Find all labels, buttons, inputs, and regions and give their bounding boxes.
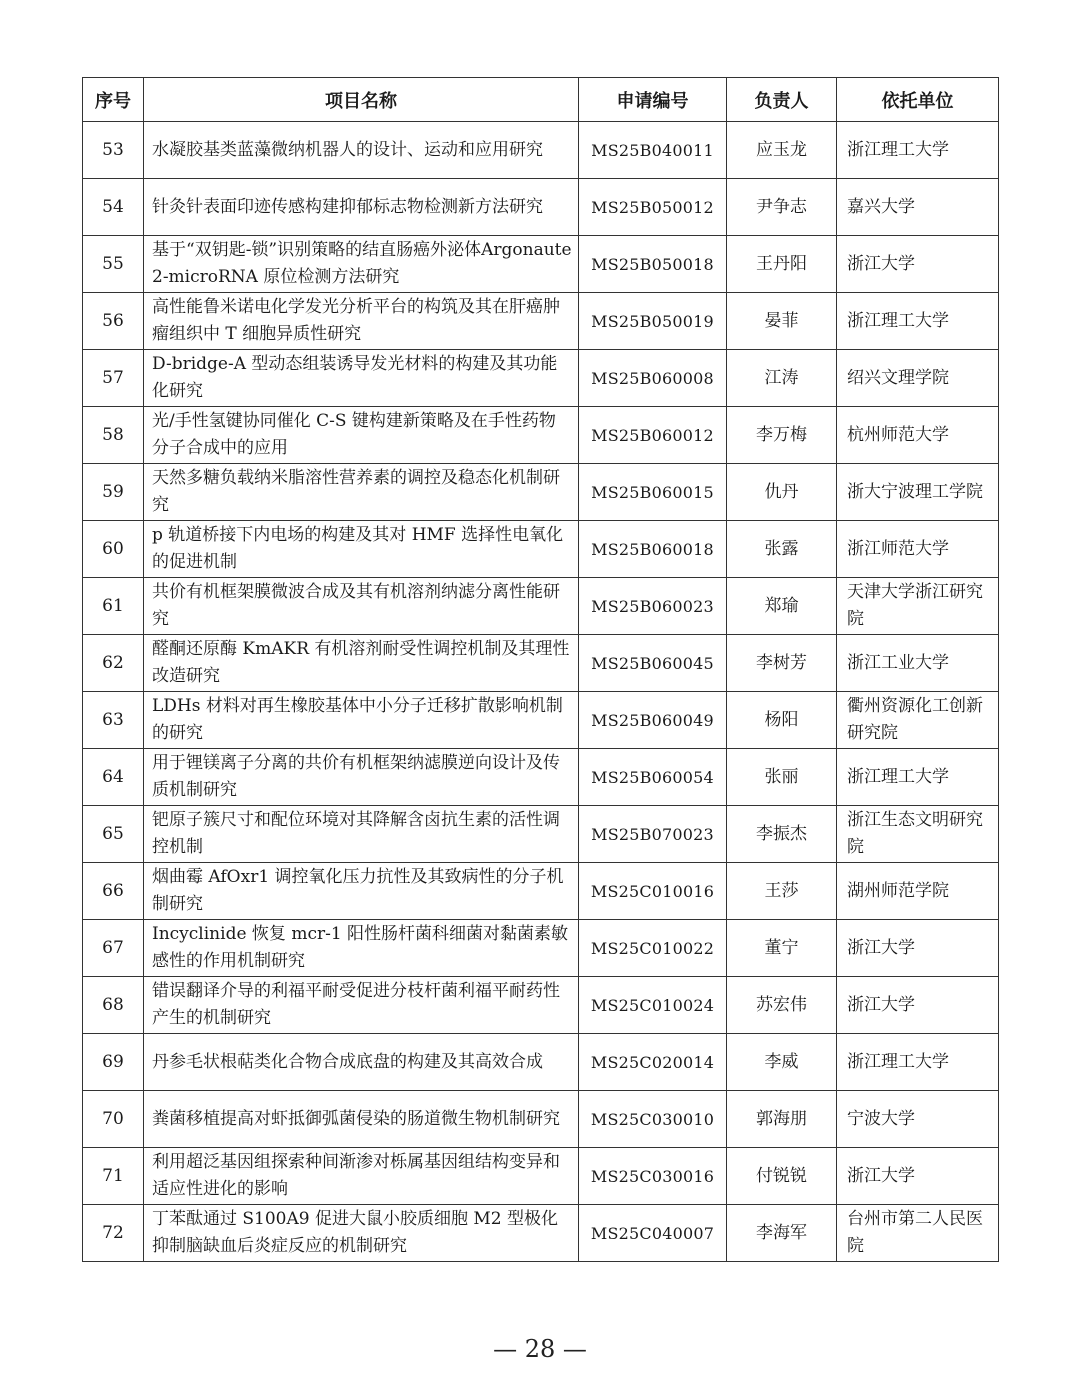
table-row — [83, 749, 999, 806]
cell-application-code: MS25B050019 — [579, 293, 727, 350]
cell-principal: 郑瑜 — [727, 578, 837, 635]
cell-host-unit: 浙大宁波理工学院 — [837, 464, 999, 521]
table-row — [83, 578, 999, 635]
cell-project-name: 错误翻译介导的利福平耐受促进分枝杆菌利福平耐药性产生的机制研究 — [144, 977, 579, 1034]
cell-host-unit: 浙江大学 — [837, 920, 999, 977]
cell-application-code: MS25C030016 — [579, 1148, 727, 1205]
header-application-code: 申请编号 — [579, 78, 727, 122]
table-row — [83, 407, 999, 464]
cell-host-unit: 浙江理工大学 — [837, 1034, 999, 1091]
cell-serial-number: 55 — [83, 236, 144, 293]
table-row — [83, 1034, 999, 1091]
cell-principal: 李威 — [727, 1034, 837, 1091]
cell-serial-number: 63 — [83, 692, 144, 749]
table-row — [83, 1091, 999, 1148]
cell-host-unit: 湖州师范学院 — [837, 863, 999, 920]
table-row — [83, 293, 999, 350]
cell-serial-number: 69 — [83, 1034, 144, 1091]
cell-principal: 郭海朋 — [727, 1091, 837, 1148]
cell-serial-number: 60 — [83, 521, 144, 578]
table-row — [83, 635, 999, 692]
cell-project-name: p 轨道桥接下内电场的构建及其对 HMF 选择性电氧化的促进机制 — [144, 521, 579, 578]
cell-serial-number: 65 — [83, 806, 144, 863]
cell-principal: 张丽 — [727, 749, 837, 806]
cell-host-unit: 浙江师范大学 — [837, 521, 999, 578]
cell-serial-number: 54 — [83, 179, 144, 236]
table-row — [83, 464, 999, 521]
cell-project-name: 用于锂镁离子分离的共价有机框架纳滤膜逆向设计及传质机制研究 — [144, 749, 579, 806]
cell-principal: 应玉龙 — [727, 122, 837, 179]
page-number: — 28 — — [493, 1335, 587, 1363]
cell-application-code: MS25B060018 — [579, 521, 727, 578]
table-row — [83, 977, 999, 1034]
cell-application-code: MS25B060012 — [579, 407, 727, 464]
cell-application-code: MS25B060008 — [579, 350, 727, 407]
cell-principal: 王莎 — [727, 863, 837, 920]
cell-principal: 李万梅 — [727, 407, 837, 464]
cell-host-unit: 浙江理工大学 — [837, 122, 999, 179]
cell-serial-number: 62 — [83, 635, 144, 692]
cell-host-unit: 浙江理工大学 — [837, 749, 999, 806]
cell-host-unit: 浙江大学 — [837, 977, 999, 1034]
cell-serial-number: 58 — [83, 407, 144, 464]
table-header-row — [83, 78, 999, 122]
cell-project-name: D-bridge-A 型动态组装诱导发光材料的构建及其功能化研究 — [144, 350, 579, 407]
table-row — [83, 350, 999, 407]
cell-project-name: Incyclinide 恢复 mcr-1 阳性肠杆菌科细菌对黏菌素敏感性的作用机制研究 — [144, 920, 579, 977]
cell-application-code: MS25B060049 — [579, 692, 727, 749]
cell-principal: 尹争志 — [727, 179, 837, 236]
cell-principal: 张露 — [727, 521, 837, 578]
cell-host-unit: 浙江工业大学 — [837, 635, 999, 692]
cell-host-unit: 衢州资源化工创新研究院 — [837, 692, 999, 749]
cell-principal: 杨阳 — [727, 692, 837, 749]
cell-host-unit: 宁波大学 — [837, 1091, 999, 1148]
cell-principal: 晏菲 — [727, 293, 837, 350]
table-row — [83, 863, 999, 920]
cell-application-code: MS25C020014 — [579, 1034, 727, 1091]
cell-serial-number: 61 — [83, 578, 144, 635]
table-row — [83, 122, 999, 179]
cell-host-unit: 浙江大学 — [837, 1148, 999, 1205]
cell-host-unit: 天津大学浙江研究院 — [837, 578, 999, 635]
table-row — [83, 521, 999, 578]
cell-project-name: 天然多糖负载纳米脂溶性营养素的调控及稳态化机制研究 — [144, 464, 579, 521]
cell-application-code: MS25B050012 — [579, 179, 727, 236]
cell-serial-number: 68 — [83, 977, 144, 1034]
cell-principal: 江涛 — [727, 350, 837, 407]
cell-application-code: MS25B050018 — [579, 236, 727, 293]
cell-application-code: MS25B040011 — [579, 122, 727, 179]
cell-project-name: 高性能鲁米诺电化学发光分析平台的构筑及其在肝癌肿瘤组织中 T 细胞异质性研究 — [144, 293, 579, 350]
cell-host-unit: 浙江大学 — [837, 236, 999, 293]
cell-application-code: MS25C010024 — [579, 977, 727, 1034]
cell-project-name: 醛酮还原酶 KmAKR 有机溶剂耐受性调控机制及其理性改造研究 — [144, 635, 579, 692]
cell-project-name: 丁苯酞通过 S100A9 促进大鼠小胶质细胞 M2 型极化抑制脑缺血后炎症反应的机制研究 — [144, 1205, 579, 1262]
cell-host-unit: 浙江生态文明研究院 — [837, 806, 999, 863]
cell-serial-number: 72 — [83, 1205, 144, 1262]
cell-application-code: MS25C040007 — [579, 1205, 727, 1262]
cell-serial-number: 59 — [83, 464, 144, 521]
cell-principal: 李振杰 — [727, 806, 837, 863]
cell-principal: 董宁 — [727, 920, 837, 977]
table-body — [83, 122, 999, 1262]
table-row — [83, 1148, 999, 1205]
project-list-table — [82, 77, 999, 1262]
cell-project-name: 烟曲霉 AfOxr1 调控氧化压力抗性及其致病性的分子机制研究 — [144, 863, 579, 920]
table-row — [83, 806, 999, 863]
cell-principal: 李树芳 — [727, 635, 837, 692]
header-serial-number: 序号 — [83, 78, 144, 122]
cell-host-unit: 嘉兴大学 — [837, 179, 999, 236]
header-project-name: 项目名称 — [144, 78, 579, 122]
cell-project-name: 共价有机框架膜微波合成及其有机溶剂纳滤分离性能研究 — [144, 578, 579, 635]
cell-project-name: 针灸针表面印迹传感构建抑郁标志物检测新方法研究 — [144, 179, 579, 236]
cell-serial-number: 56 — [83, 293, 144, 350]
cell-application-code: MS25C010016 — [579, 863, 727, 920]
cell-application-code: MS25B060023 — [579, 578, 727, 635]
cell-project-name: 基于“双钥匙-锁”识别策略的结直肠癌外泌体Argonaute 2-microRNA 原位检测方法研究 — [144, 236, 579, 293]
cell-serial-number: 64 — [83, 749, 144, 806]
cell-project-name: 粪菌移植提高对虾抵御弧菌侵染的肠道微生物机制研究 — [144, 1091, 579, 1148]
cell-principal: 付锐锐 — [727, 1148, 837, 1205]
cell-application-code: MS25C010022 — [579, 920, 727, 977]
cell-application-code: MS25B070023 — [579, 806, 727, 863]
cell-application-code: MS25C030010 — [579, 1091, 727, 1148]
table-row — [83, 692, 999, 749]
cell-host-unit: 浙江理工大学 — [837, 293, 999, 350]
cell-principal: 李海军 — [727, 1205, 837, 1262]
cell-serial-number: 70 — [83, 1091, 144, 1148]
cell-application-code: MS25B060054 — [579, 749, 727, 806]
cell-application-code: MS25B060015 — [579, 464, 727, 521]
table-row — [83, 920, 999, 977]
cell-host-unit: 绍兴文理学院 — [837, 350, 999, 407]
header-host-unit: 依托单位 — [837, 78, 999, 122]
cell-serial-number: 66 — [83, 863, 144, 920]
table-row — [83, 1205, 999, 1262]
cell-serial-number: 53 — [83, 122, 144, 179]
cell-project-name: 光/手性氢键协同催化 C-S 键构建新策略及在手性药物分子合成中的应用 — [144, 407, 579, 464]
header-principal: 负责人 — [727, 78, 837, 122]
cell-host-unit: 台州市第二人民医院 — [837, 1205, 999, 1262]
cell-principal: 仇丹 — [727, 464, 837, 521]
cell-project-name: LDHs 材料对再生橡胶基体中小分子迁移扩散影响机制的研究 — [144, 692, 579, 749]
cell-principal: 苏宏伟 — [727, 977, 837, 1034]
cell-project-name: 丹参毛状根萜类化合物合成底盘的构建及其高效合成 — [144, 1034, 579, 1091]
cell-project-name: 利用超泛基因组探索种间渐渗对栎属基因组结构变异和适应性进化的影响 — [144, 1148, 579, 1205]
table-row — [83, 236, 999, 293]
cell-serial-number: 57 — [83, 350, 144, 407]
cell-host-unit: 杭州师范大学 — [837, 407, 999, 464]
cell-serial-number: 71 — [83, 1148, 144, 1205]
project-list-table-container — [82, 77, 998, 1262]
cell-serial-number: 67 — [83, 920, 144, 977]
cell-principal: 王丹阳 — [727, 236, 837, 293]
cell-project-name: 水凝胶基类蓝藻微纳机器人的设计、运动和应用研究 — [144, 122, 579, 179]
table-row — [83, 179, 999, 236]
cell-application-code: MS25B060045 — [579, 635, 727, 692]
cell-project-name: 钯原子簇尺寸和配位环境对其降解含卤抗生素的活性调控机制 — [144, 806, 579, 863]
